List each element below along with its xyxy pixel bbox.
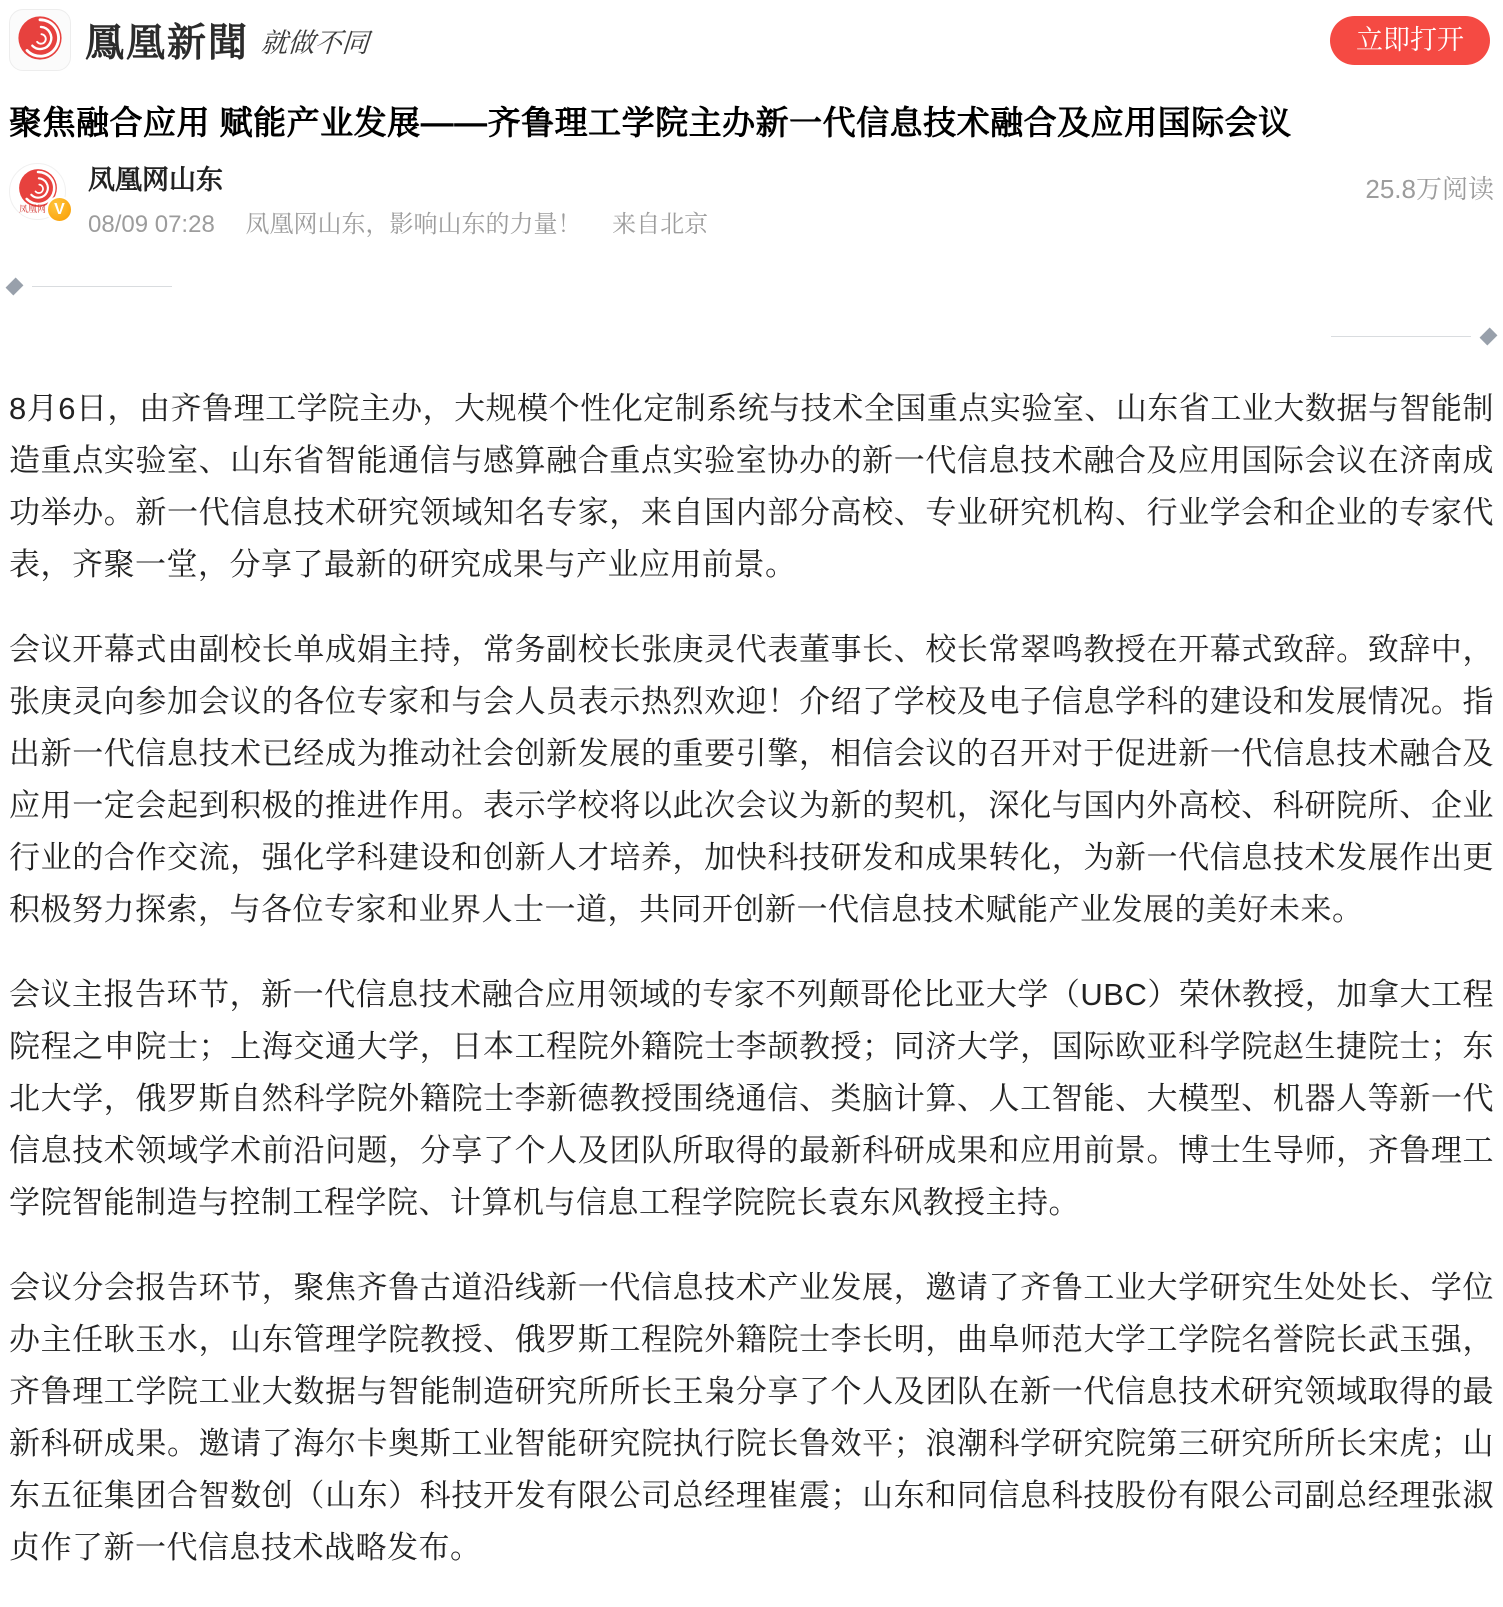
read-count: 25.8万阅读 xyxy=(1365,174,1494,204)
avatar-caption: 凤凰网 xyxy=(18,204,46,214)
article-paragraph: 会议主报告环节，新一代信息技术融合应用领域的专家不列颠哥伦比亚大学（UBC）荣休教授，加拿大工程院程之申院士；上海交通大学，日本工程院外籍院士李颉教授；同济大学，国际欧亚科学院赵生捷院士；东北大学，俄罗斯自然科学院外籍院士李新德教授围绕通信、类脑计算、人工智能、大模型、机器人等新一代信息技术领域学术前沿问题，分享了个人及团队所取得的最新科研成果和应用前景。博士生导师，齐鲁理工学院智能制造与控制工程学院、计算机与信息工程学院院长袁东风教授主持。 xyxy=(9,977,1494,1220)
phoenix-logo-icon xyxy=(16,14,64,67)
article-paragraph: 8月6日，由齐鲁理工学院主办，大规模个性化定制系统与技术全国重点实验室、山东省工业大数据与智能制造重点实验室、山东省智能通信与感算融合重点实验室协办的新一代信息技术融合及应用国际会议在济南成功举办。新一代信息技术研究领域知名专家，来自国内部分高校、专业研究机构、行业学会和企业的专家代表，齐聚一堂，分享了最新的研究成果与产业应用前景。 xyxy=(9,391,1494,582)
brand-slogan: 就做不同 xyxy=(259,27,370,58)
author-row xyxy=(9,163,1494,239)
divider-ornament-right xyxy=(9,329,1494,343)
article-paragraph: 会议开幕式由副校长单成娟主持，常务副校长张庚灵代表董事长、校长常翠鸣教授在开幕式致辞。致辞中，张庚灵向参加会议的各位专家和与会人员表示热烈欢迎！介绍了学校及电子信息学科的建设和发展情况。指出新一代信息技术已经成为推动社会创新发展的重要引擎，相信会议的召开对于促进新一代信息技术融合及应用一定会起到积极的推进作用。表示学校将以此次会议为新的契机，深化与国内外高校、科研院所、企业行业的合作交流，强化学科建设和创新人才培养，加快科技研发和成果转化，为新一代信息技术发展作出更积极努力探索，与各位专家和业界人士一道，共同开创新一代信息技术赋能产业发展的美好未来。 xyxy=(9,632,1494,927)
verified-badge-icon: V xyxy=(46,196,73,223)
app-banner xyxy=(9,0,1494,71)
author-description: 凤凰网山东，影响山东的力量！ xyxy=(245,211,582,238)
author-meta xyxy=(88,204,1365,239)
author-info xyxy=(88,163,1365,239)
divider-line xyxy=(1331,336,1471,337)
brand-wordmark: 鳳凰新聞 xyxy=(85,22,250,65)
article-paragraph: 会议分会报告环节，聚焦齐鲁古道沿线新一代信息技术产业发展，邀请了齐鲁工业大学研究生处处长、学位办主任耿玉水，山东管理学院教授、俄罗斯工程院外籍院士李长明，曲阜师范大学工学院名誉院长武玉强，齐鲁理工学院工业大数据与智能制造研究所所长王枭分享了个人及团队在新一代信息技术研究领域取得的最新科研成果。邀请了海尔卡奥斯工业智能研究院执行院长鲁效平；浪潮科学研究院第三研究所所长宋虎；山东五征集团合智数创（山东）科技开发有限公司总经理崔震；山东和同信息科技股份有限公司副总经理张淑贞作了新一代信息技术战略发布。 xyxy=(9,1270,1494,1565)
divider-line xyxy=(32,286,172,287)
divider-ornament-left xyxy=(9,279,1494,293)
publish-time: 08/09 07:28 xyxy=(88,211,215,238)
diamond-ornament-icon xyxy=(6,277,24,295)
publish-location: 来自北京 xyxy=(612,211,709,238)
article-body xyxy=(9,383,1494,1574)
open-app-button[interactable]: 立即打开 xyxy=(1330,16,1490,65)
author-avatar[interactable] xyxy=(9,163,66,220)
diamond-ornament-icon xyxy=(1480,327,1498,345)
phoenix-app-icon xyxy=(9,9,71,71)
author-name[interactable]: 凤凰网山东 xyxy=(88,165,223,195)
article-title: 聚焦融合应用 赋能产业发展——齐鲁理工学院主办新一代信息技术融合及应用国际会议 xyxy=(9,104,1292,141)
